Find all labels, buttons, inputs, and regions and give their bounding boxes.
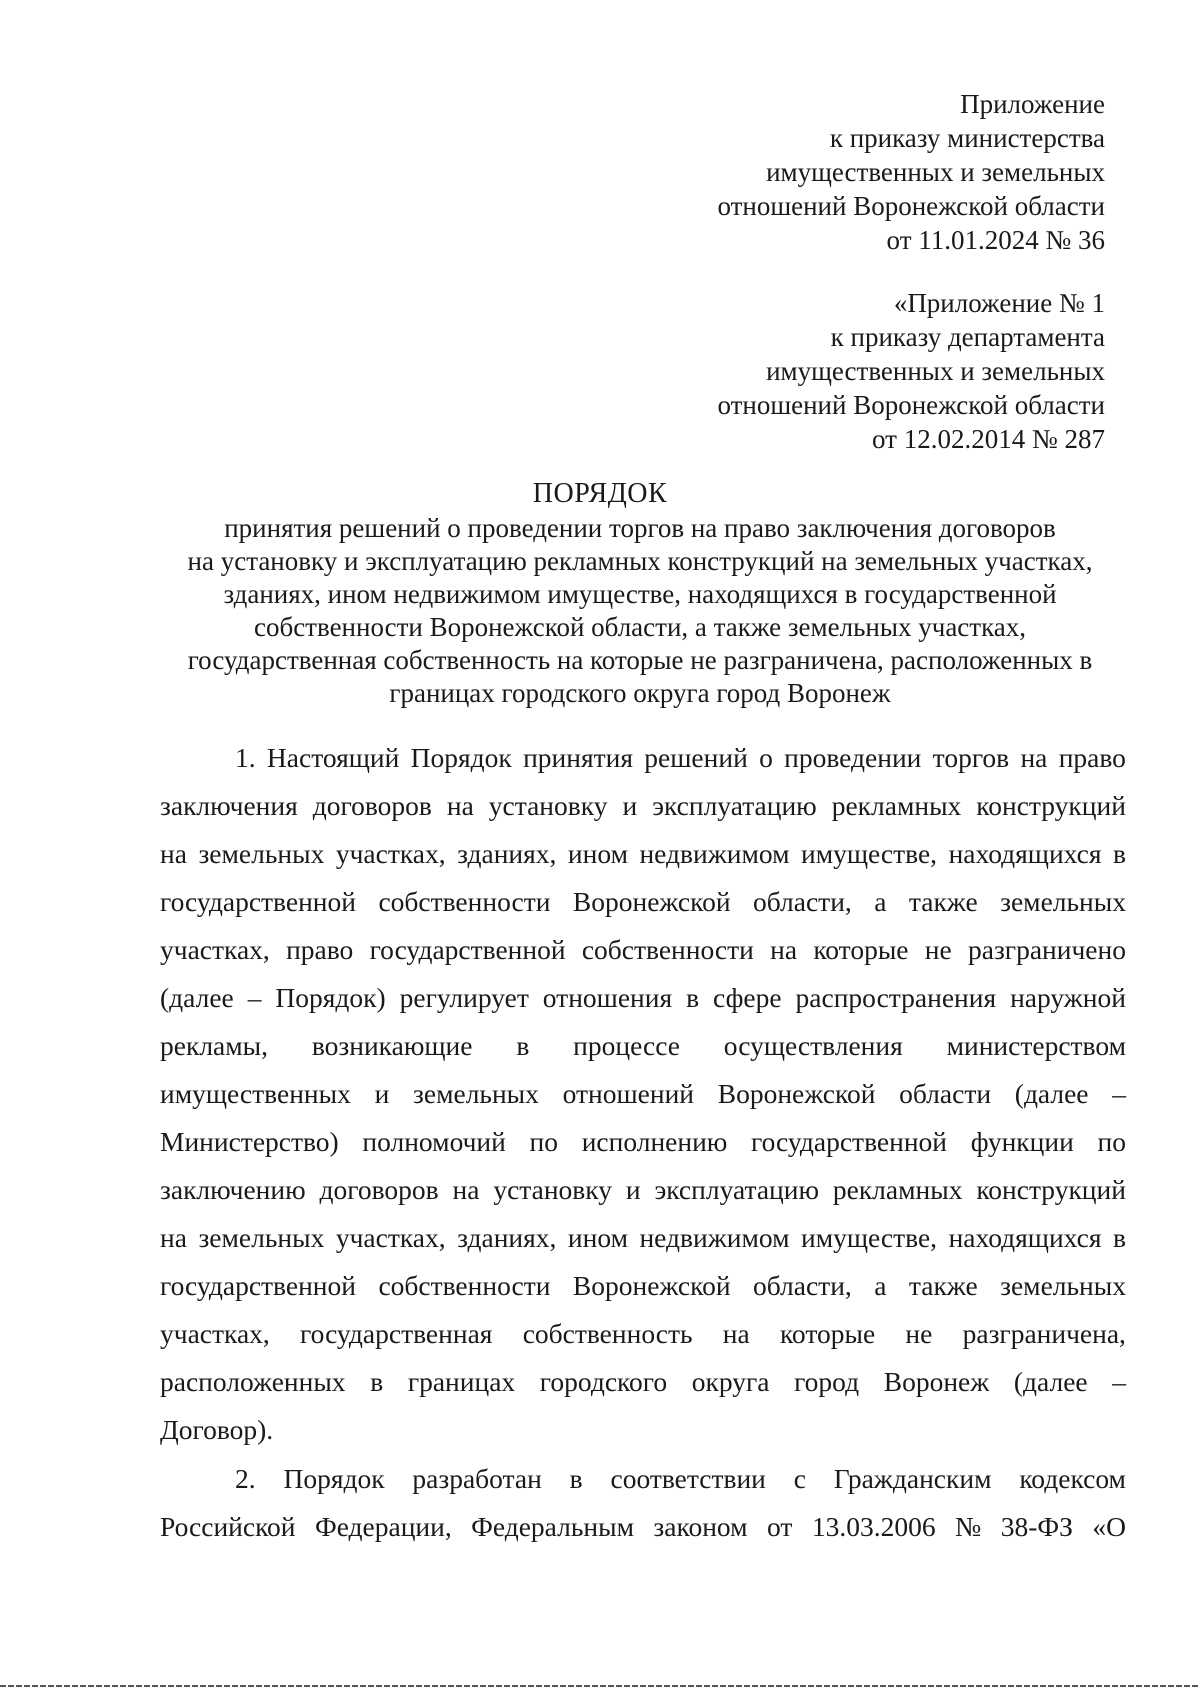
- subtitle-line: границах городского округа город Воронеж: [389, 678, 891, 708]
- appendix-line: к приказу департамента: [830, 322, 1105, 352]
- subtitle-line: собственности Воронежской области, а также земельных участках,: [253, 612, 1027, 642]
- paragraph-line: [160, 1310, 1126, 1358]
- word: земельных: [413, 1078, 539, 1109]
- word: Воронежской: [572, 886, 731, 917]
- word: заключения: [160, 790, 298, 821]
- paragraph-2: [160, 1455, 1126, 1551]
- word: о: [759, 742, 773, 773]
- paragraph-line: [160, 1262, 1126, 1310]
- word: конструкций: [976, 1174, 1126, 1205]
- word: разграничена,: [962, 1318, 1126, 1349]
- word: Министерство): [160, 1126, 339, 1157]
- word: ином: [567, 838, 628, 869]
- word: собственности: [581, 934, 754, 965]
- page-bottom-rule: [0, 1685, 1200, 1687]
- word: недвижимом: [639, 1222, 790, 1253]
- word: в: [1113, 1222, 1126, 1253]
- paragraph-line: [160, 1118, 1126, 1166]
- word: участках,: [335, 838, 446, 869]
- word: на: [446, 790, 474, 821]
- word: округа: [691, 1366, 770, 1397]
- word: эксплуатацию: [654, 1174, 819, 1205]
- appendix-line: имущественных и земельных: [766, 157, 1105, 187]
- paragraph-line: [160, 1455, 1126, 1503]
- word: на: [722, 1318, 750, 1349]
- word: регулирует: [399, 982, 529, 1013]
- word: (далее: [1014, 1078, 1089, 1109]
- word: Гражданским: [833, 1463, 992, 1494]
- word: собственности: [378, 886, 551, 917]
- word: государственной: [751, 1126, 948, 1157]
- word: имуществе,: [800, 838, 938, 869]
- word: государственной: [160, 1270, 356, 1301]
- document-title: ПОРЯДОК: [532, 478, 668, 509]
- word: Договор).: [160, 1414, 274, 1445]
- word: Порядок: [410, 742, 512, 773]
- paragraph-line: [160, 974, 1126, 1022]
- word: решений: [644, 742, 748, 773]
- appendix-line: от 11.01.2024 № 36: [886, 225, 1105, 255]
- word: торгов: [932, 742, 1010, 773]
- word: право: [286, 934, 354, 965]
- word: эксплуатацию: [652, 790, 817, 821]
- appendix-header-current: [717, 87, 1105, 257]
- word: отношения: [542, 982, 673, 1013]
- word: имуществе,: [800, 1222, 938, 1253]
- paragraph-line: [160, 782, 1126, 830]
- word: также: [908, 886, 978, 917]
- word: недвижимом: [639, 838, 790, 869]
- word: границах: [407, 1366, 516, 1397]
- word: собственности: [378, 1270, 551, 1301]
- word: зданиях,: [457, 1222, 557, 1253]
- word: установку: [493, 1174, 613, 1205]
- word: и: [625, 1174, 641, 1205]
- word: собственность: [522, 1318, 693, 1349]
- paragraph-line: [160, 878, 1126, 926]
- word: земельных: [1000, 886, 1126, 917]
- word: участках,: [160, 934, 270, 965]
- word: распространения: [795, 982, 997, 1013]
- word: которые: [813, 934, 909, 965]
- word: 2.: [235, 1463, 256, 1494]
- word: принятия: [523, 742, 633, 773]
- word: с: [793, 1463, 806, 1494]
- word: земельных: [1000, 1270, 1126, 1301]
- word: на: [160, 838, 187, 869]
- word: законом: [653, 1511, 748, 1542]
- word: рекламных: [831, 790, 962, 821]
- word: в: [516, 1030, 530, 1061]
- paragraph-line: [160, 1070, 1126, 1118]
- word: №: [955, 1511, 982, 1542]
- word: 13.03.2006: [811, 1511, 936, 1542]
- appendix-header-original: [717, 286, 1105, 456]
- word: сфере: [713, 982, 782, 1013]
- word: Федеральным: [471, 1511, 634, 1542]
- word: заключению: [160, 1174, 306, 1205]
- word: 38-ФЗ: [1000, 1511, 1073, 1542]
- paragraph-line: [160, 926, 1126, 974]
- word: по: [529, 1126, 559, 1157]
- word: рекламы,: [160, 1030, 268, 1061]
- word: Воронеж: [883, 1366, 990, 1397]
- document-subtitle: [160, 512, 1120, 710]
- word: земельных: [198, 1222, 325, 1253]
- paragraph-line: [160, 1503, 1126, 1551]
- subtitle-line: на установку и эксплуатацию рекламных конструкций на земельных участках,: [187, 546, 1093, 576]
- word: разработан: [412, 1463, 542, 1494]
- word: возникающие: [311, 1030, 473, 1061]
- word: разграничено: [967, 934, 1126, 965]
- word: Порядок): [275, 982, 386, 1013]
- word: отношений: [562, 1078, 695, 1109]
- word: рекламных: [832, 1174, 963, 1205]
- word: проведении: [784, 742, 922, 773]
- word: земельных: [198, 838, 325, 869]
- paragraph-line: [160, 1214, 1126, 1262]
- word: Воронежской: [717, 1078, 876, 1109]
- word: находящихся: [948, 838, 1102, 869]
- word: на: [160, 1222, 187, 1253]
- word: функции: [970, 1126, 1074, 1157]
- word: Порядок: [283, 1463, 385, 1494]
- word: имущественных: [160, 1078, 351, 1109]
- word: ином: [567, 1222, 628, 1253]
- word: конструкций: [976, 790, 1126, 821]
- word: (далее: [1013, 1366, 1088, 1397]
- word: (далее: [160, 982, 234, 1013]
- word: области,: [752, 886, 852, 917]
- appendix-line: от 12.02.2014 № 287: [872, 424, 1105, 454]
- word: установку: [488, 790, 608, 821]
- word: и: [622, 790, 638, 821]
- appendix-line: имущественных и земельных: [766, 356, 1105, 386]
- word: не: [905, 1318, 933, 1349]
- paragraph-line: [160, 1358, 1126, 1406]
- word: а: [874, 886, 887, 917]
- word: на: [1020, 742, 1048, 773]
- subtitle-line: зданиях, ином недвижимом имуществе, находящихся в государственной: [223, 579, 1057, 609]
- word: области,: [752, 1270, 852, 1301]
- appendix-line: отношений Воронежской области: [717, 191, 1105, 221]
- appendix-line: «Приложение № 1: [893, 288, 1105, 318]
- paragraph-line: [160, 1406, 1126, 1454]
- word: области: [899, 1078, 992, 1109]
- word: договоров: [312, 790, 432, 821]
- subtitle-line: государственная собственность на которые не разграничена, расположенных в: [187, 645, 1093, 675]
- word: в: [569, 1463, 583, 1494]
- word: соответствии: [610, 1463, 766, 1494]
- word: министерством: [946, 1030, 1126, 1061]
- word: государственная: [300, 1318, 493, 1349]
- word: процессе: [573, 1030, 680, 1061]
- word: Настоящий: [266, 742, 400, 773]
- word: также: [908, 1270, 978, 1301]
- word: право: [1058, 742, 1126, 773]
- word: государственной: [369, 934, 566, 965]
- paragraph-1: [160, 734, 1126, 1454]
- paragraph-line: [160, 1166, 1126, 1214]
- word: осуществления: [723, 1030, 903, 1061]
- word: расположенных: [160, 1366, 346, 1397]
- word: исполнению: [581, 1126, 728, 1157]
- word: находящихся: [948, 1222, 1102, 1253]
- word: в: [686, 982, 700, 1013]
- word: 1.: [235, 742, 256, 773]
- subtitle-line: принятия решений о проведении торгов на право заключения договоров: [224, 513, 1056, 543]
- word: по: [1097, 1126, 1126, 1157]
- word: город: [794, 1366, 860, 1397]
- word: и: [374, 1078, 390, 1109]
- word: –: [247, 982, 262, 1013]
- word: а: [874, 1270, 887, 1301]
- word: в: [1113, 838, 1126, 869]
- word: участках,: [335, 1222, 446, 1253]
- word: не: [924, 934, 952, 965]
- word: в: [370, 1366, 384, 1397]
- word: на: [452, 1174, 480, 1205]
- word: полномочий: [362, 1126, 506, 1157]
- word: договоров: [319, 1174, 439, 1205]
- word: наружной: [1010, 982, 1126, 1013]
- word: Российской: [160, 1511, 296, 1542]
- word: городского: [539, 1366, 668, 1397]
- word: на: [770, 934, 798, 965]
- word: –: [1112, 1078, 1126, 1109]
- paragraph-line: [160, 830, 1126, 878]
- word: Федерации,: [314, 1511, 452, 1542]
- appendix-line: к приказу министерства: [829, 123, 1105, 153]
- word: государственной: [160, 886, 356, 917]
- word: «О: [1092, 1511, 1126, 1542]
- word: участках,: [160, 1318, 270, 1349]
- appendix-line: Приложение: [960, 89, 1105, 119]
- word: которые: [779, 1318, 876, 1349]
- paragraph-line: [160, 734, 1126, 782]
- word: кодексом: [1019, 1463, 1126, 1494]
- word: зданиях,: [457, 838, 557, 869]
- appendix-line: отношений Воронежской области: [717, 390, 1105, 420]
- word: –: [1112, 1366, 1126, 1397]
- paragraph-line: [160, 1022, 1126, 1070]
- word: от: [767, 1511, 793, 1542]
- word: Воронежской: [572, 1270, 731, 1301]
